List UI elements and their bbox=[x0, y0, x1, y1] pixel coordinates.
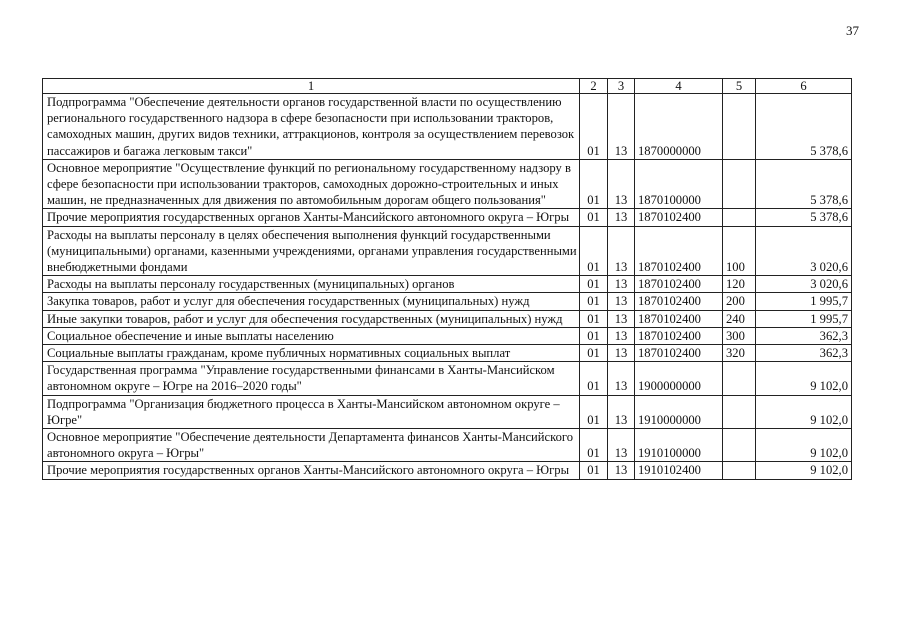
row-amount: 9 102,0 bbox=[756, 395, 852, 428]
row-name: Подпрограмма "Обеспечение деятельности органов государственной власти по осуществлению регионального государственного надзора в сфере безопасности при использовании тракторов, самоходных машин, других видов техники, аттракционов, контроля за осуществлением перевозок пассажиров и багажа легковым такси" bbox=[43, 94, 580, 160]
row-target-code: 1870000000 bbox=[635, 94, 723, 160]
header-cell: 3 bbox=[608, 79, 635, 94]
header-cell: 4 bbox=[635, 79, 723, 94]
row-subsection: 13 bbox=[608, 94, 635, 160]
row-amount: 5 378,6 bbox=[756, 209, 852, 226]
row-target-code: 1900000000 bbox=[635, 362, 723, 395]
row-expense-type bbox=[723, 94, 756, 160]
row-section: 01 bbox=[580, 159, 608, 209]
header-cell: 6 bbox=[756, 79, 852, 94]
table-row bbox=[43, 327, 852, 344]
row-target-code: 1910100000 bbox=[635, 429, 723, 462]
row-section: 01 bbox=[580, 395, 608, 428]
row-expense-type bbox=[723, 159, 756, 209]
row-target-code: 1870100000 bbox=[635, 159, 723, 209]
row-section: 01 bbox=[580, 310, 608, 327]
row-name: Основное мероприятие "Обеспечение деятельности Департамента финансов Ханты-Мансийского автономного округа – Югры" bbox=[43, 429, 580, 462]
table-row bbox=[43, 209, 852, 226]
row-name: Иные закупки товаров, работ и услуг для обеспечения государственных (муниципальных) нужд bbox=[43, 310, 580, 327]
table-row bbox=[43, 276, 852, 293]
row-amount: 9 102,0 bbox=[756, 462, 852, 479]
row-subsection: 13 bbox=[608, 293, 635, 310]
row-expense-type: 120 bbox=[723, 276, 756, 293]
row-target-code: 1870102400 bbox=[635, 327, 723, 344]
row-subsection: 13 bbox=[608, 276, 635, 293]
table-row bbox=[43, 395, 852, 428]
row-section: 01 bbox=[580, 345, 608, 362]
row-subsection: 13 bbox=[608, 226, 635, 276]
row-amount: 1 995,7 bbox=[756, 293, 852, 310]
row-name: Социальное обеспечение и иные выплаты населению bbox=[43, 327, 580, 344]
header-cell: 1 bbox=[43, 79, 580, 94]
row-expense-type: 240 bbox=[723, 310, 756, 327]
row-section: 01 bbox=[580, 276, 608, 293]
row-subsection: 13 bbox=[608, 362, 635, 395]
row-target-code: 1910102400 bbox=[635, 462, 723, 479]
table-row bbox=[43, 94, 852, 160]
row-expense-type bbox=[723, 395, 756, 428]
row-expense-type bbox=[723, 209, 756, 226]
row-section: 01 bbox=[580, 293, 608, 310]
row-name: Закупка товаров, работ и услуг для обеспечения государственных (муниципальных) нужд bbox=[43, 293, 580, 310]
row-section: 01 bbox=[580, 429, 608, 462]
row-target-code: 1870102400 bbox=[635, 226, 723, 276]
table-row bbox=[43, 293, 852, 310]
row-target-code: 1870102400 bbox=[635, 310, 723, 327]
row-subsection: 13 bbox=[608, 209, 635, 226]
row-amount: 9 102,0 bbox=[756, 429, 852, 462]
row-section: 01 bbox=[580, 94, 608, 160]
row-expense-type: 200 bbox=[723, 293, 756, 310]
row-target-code: 1870102400 bbox=[635, 293, 723, 310]
row-name: Социальные выплаты гражданам, кроме публичных нормативных социальных выплат bbox=[43, 345, 580, 362]
row-section: 01 bbox=[580, 226, 608, 276]
row-expense-type: 320 bbox=[723, 345, 756, 362]
table-row bbox=[43, 362, 852, 395]
row-section: 01 bbox=[580, 327, 608, 344]
row-name: Расходы на выплаты персоналу в целях обеспечения выполнения функций государственными (муниципальными) органами, казенными учреждениями, органами управления государственными внебюджетными фондами bbox=[43, 226, 580, 276]
row-section: 01 bbox=[580, 209, 608, 226]
row-amount: 362,3 bbox=[756, 327, 852, 344]
row-expense-type bbox=[723, 462, 756, 479]
row-name: Прочие мероприятия государственных органов Ханты-Мансийского автономного округа – Югры bbox=[43, 462, 580, 479]
row-subsection: 13 bbox=[608, 395, 635, 428]
row-amount: 5 378,6 bbox=[756, 159, 852, 209]
row-subsection: 13 bbox=[608, 327, 635, 344]
table-row bbox=[43, 462, 852, 479]
row-name: Прочие мероприятия государственных органов Ханты-Мансийского автономного округа – Югры bbox=[43, 209, 580, 226]
row-target-code: 1870102400 bbox=[635, 276, 723, 293]
row-name: Расходы на выплаты персоналу государственных (муниципальных) органов bbox=[43, 276, 580, 293]
row-amount: 3 020,6 bbox=[756, 226, 852, 276]
table-row bbox=[43, 226, 852, 276]
row-expense-type bbox=[723, 429, 756, 462]
header-cell: 5 bbox=[723, 79, 756, 94]
row-name: Основное мероприятие "Осуществление функций по региональному государственному надзору в сфере безопасности при использовании тракторов, самоходных дорожно-строительных и иных машин, не предназначенных для движения по автомобильным дорогам общего пользования" bbox=[43, 159, 580, 209]
row-name: Государственная программа "Управление государственными финансами в Ханты-Мансийском автономном округе – Югре на 2016–2020 годы" bbox=[43, 362, 580, 395]
row-section: 01 bbox=[580, 462, 608, 479]
row-amount: 1 995,7 bbox=[756, 310, 852, 327]
row-subsection: 13 bbox=[608, 159, 635, 209]
row-name: Подпрограмма "Организация бюджетного процесса в Ханты-Мансийском автономном округе – Югре" bbox=[43, 395, 580, 428]
row-target-code: 1870102400 bbox=[635, 345, 723, 362]
table-row bbox=[43, 429, 852, 462]
header-cell: 2 bbox=[580, 79, 608, 94]
table-header-row bbox=[43, 79, 852, 94]
table-row bbox=[43, 345, 852, 362]
row-amount: 5 378,6 bbox=[756, 94, 852, 160]
row-subsection: 13 bbox=[608, 462, 635, 479]
row-amount: 9 102,0 bbox=[756, 362, 852, 395]
row-target-code: 1910000000 bbox=[635, 395, 723, 428]
row-amount: 362,3 bbox=[756, 345, 852, 362]
row-expense-type bbox=[723, 362, 756, 395]
row-subsection: 13 bbox=[608, 429, 635, 462]
table-row bbox=[43, 159, 852, 209]
row-subsection: 13 bbox=[608, 345, 635, 362]
row-expense-type: 300 bbox=[723, 327, 756, 344]
row-section: 01 bbox=[580, 362, 608, 395]
budget-table bbox=[42, 78, 852, 480]
row-subsection: 13 bbox=[608, 310, 635, 327]
row-amount: 3 020,6 bbox=[756, 276, 852, 293]
page-number: 37 bbox=[846, 23, 859, 38]
table-row bbox=[43, 310, 852, 327]
row-expense-type: 100 bbox=[723, 226, 756, 276]
row-target-code: 1870102400 bbox=[635, 209, 723, 226]
